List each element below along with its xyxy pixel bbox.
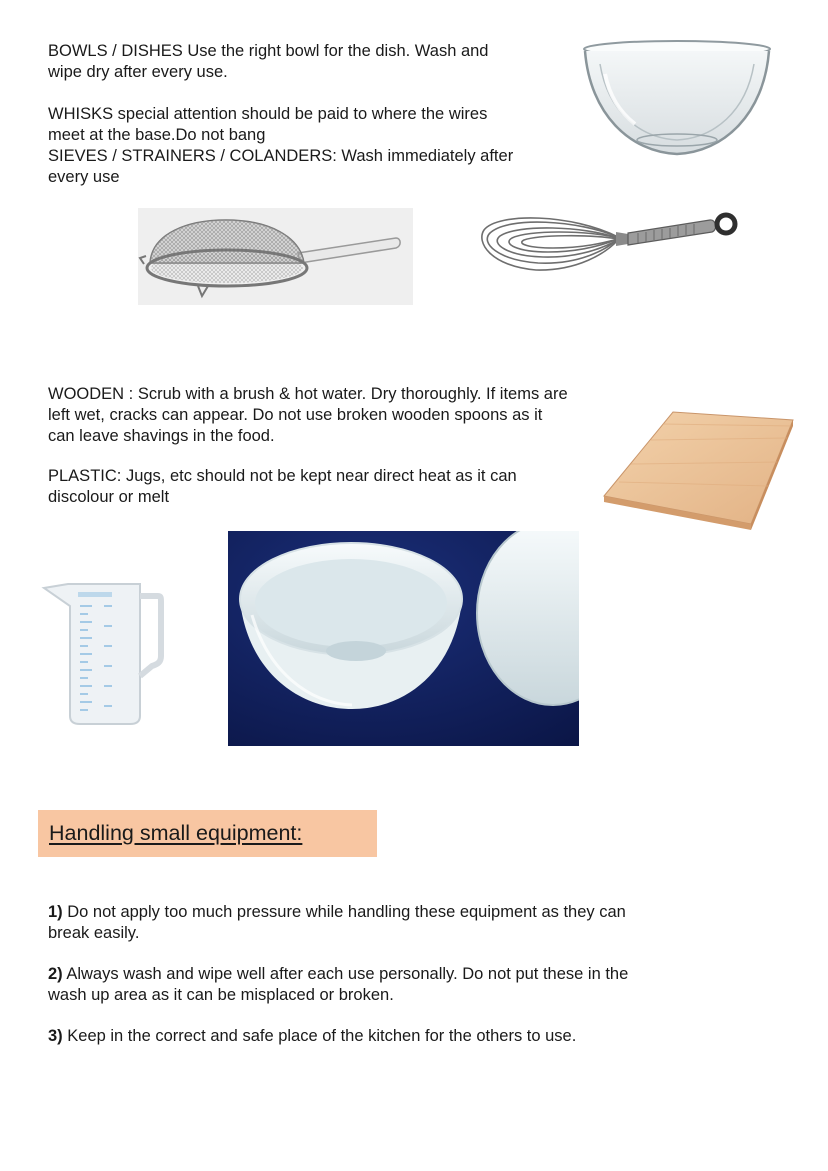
rule-text: Always wash and wipe well after each use personally. Do not put these in the wash up area as it can be misplaced or broken.	[48, 965, 629, 1004]
rule-item	[48, 964, 628, 1006]
whisks-sieves-note: WHISKS special attention should be paid to where the wires meet at the base.Do not bang SIEVES / STRAINERS / COLANDERS: Wash immediately after every use	[48, 105, 514, 186]
rule-text: Keep in the correct and safe place of the kitchen for the others to use.	[62, 1027, 577, 1045]
sieve-icon	[138, 208, 413, 305]
section-heading-highlight	[38, 810, 377, 857]
section-heading: Handling small equipment:	[49, 821, 303, 845]
rule-number: 3)	[48, 1027, 63, 1045]
rule-number: 1)	[48, 903, 63, 921]
cutting-board-icon	[601, 406, 795, 530]
glass-bowl-icon	[580, 34, 774, 160]
wooden-note: WOODEN : Scrub with a brush & hot water. Dry thoroughly. If items are left wet, cracks can appear. Do not use broken wooden spoons as it can leave shavings in the food.	[48, 385, 568, 445]
rule-number: 2)	[48, 965, 63, 983]
measuring-jug-icon	[40, 576, 164, 728]
plastic-note: PLASTIC: Jugs, etc should not be kept near direct heat as it can discolour or melt	[48, 467, 517, 506]
rule-text: Do not apply too much pressure while handling these equipment as they can break easily.	[48, 903, 626, 942]
rule-item	[48, 902, 626, 944]
whisk-icon	[478, 208, 742, 283]
plastic-bowls-icon	[228, 531, 579, 746]
rule-item	[48, 1026, 576, 1047]
bowls-note: BOWLS / DISHES Use the right bowl for the dish. Wash and wipe dry after every use.	[48, 42, 489, 81]
